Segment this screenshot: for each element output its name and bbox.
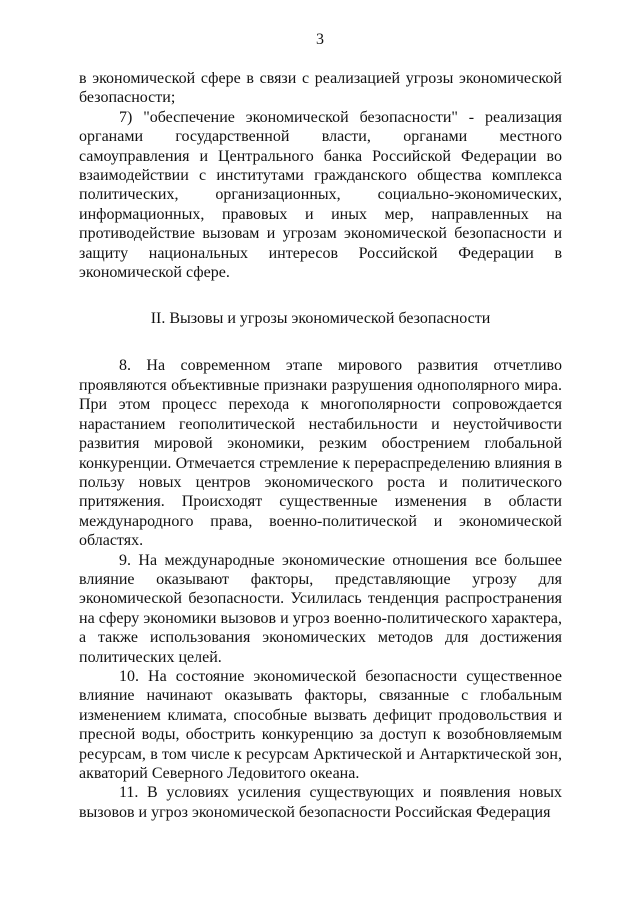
paragraph-item-10: 10. На состояние экономической безопасности существенное влияние начинают оказывать факторы, связанные с глобальным изменением климата, способные вызвать дефицит продовольствия и пресной воды, обострить конкуренцию за доступ к возобновляемым ресурсам, в том числе к ресурсам Арктической и Антарктической зон, акваторий Северного Ледовитого океана. — [79, 667, 562, 782]
paragraph-item-8: 8. На современном этапе мирового развития отчетливо проявляются объективные признаки разрушения однополярного мира. При этом процесс перехода к многополярности сопровождается нарастанием геополитической нестабильности и неустойчивости развития мировой экономики, резким обострением глобальной конкуренции. Отмечается стремление к перераспределению влияния в пользу новых центров экономического роста и политического притяжения. Происходят существенные изменения в области международного права, военно-политической и экономической областях. — [79, 357, 562, 550]
document-body — [79, 69, 562, 822]
paragraph-item-7: 7) "обеспечение экономической безопасности" - реализация органами государственной власти, органами местного самоуправления и Центрального банка Российской Федерации во взаимодействии с институтами гражданского общества комплекса политических, организационных, социально-экономических, информационных, правовых и иных мер, направленных на противодействие вызовам и угрозам экономической безопасности и защиту национальных интересов Российской Федерации в экономической сфере. — [79, 108, 562, 282]
page-number: 3 — [316, 31, 324, 48]
paragraph-continued: в экономической сфере в связи с реализацией угрозы экономической безопасности; — [79, 70, 562, 107]
section-heading: II. Вызовы и угрозы экономической безопасности — [150, 310, 491, 328]
paragraph-item-9: 9. На международные экономические отношения все большее влияние оказывают факторы, представляющие угрозу для экономической безопасности. Усилилась тенденция распространения на сферу экономики вызовов и угроз военно-политического характера, а также использования экономических методов для достижения политических целей. — [79, 551, 562, 666]
paragraph-item-11: 11. В условиях усиления существующих и появления новых вызовов и угроз экономической безопасности Российская Федерация — [79, 784, 562, 821]
